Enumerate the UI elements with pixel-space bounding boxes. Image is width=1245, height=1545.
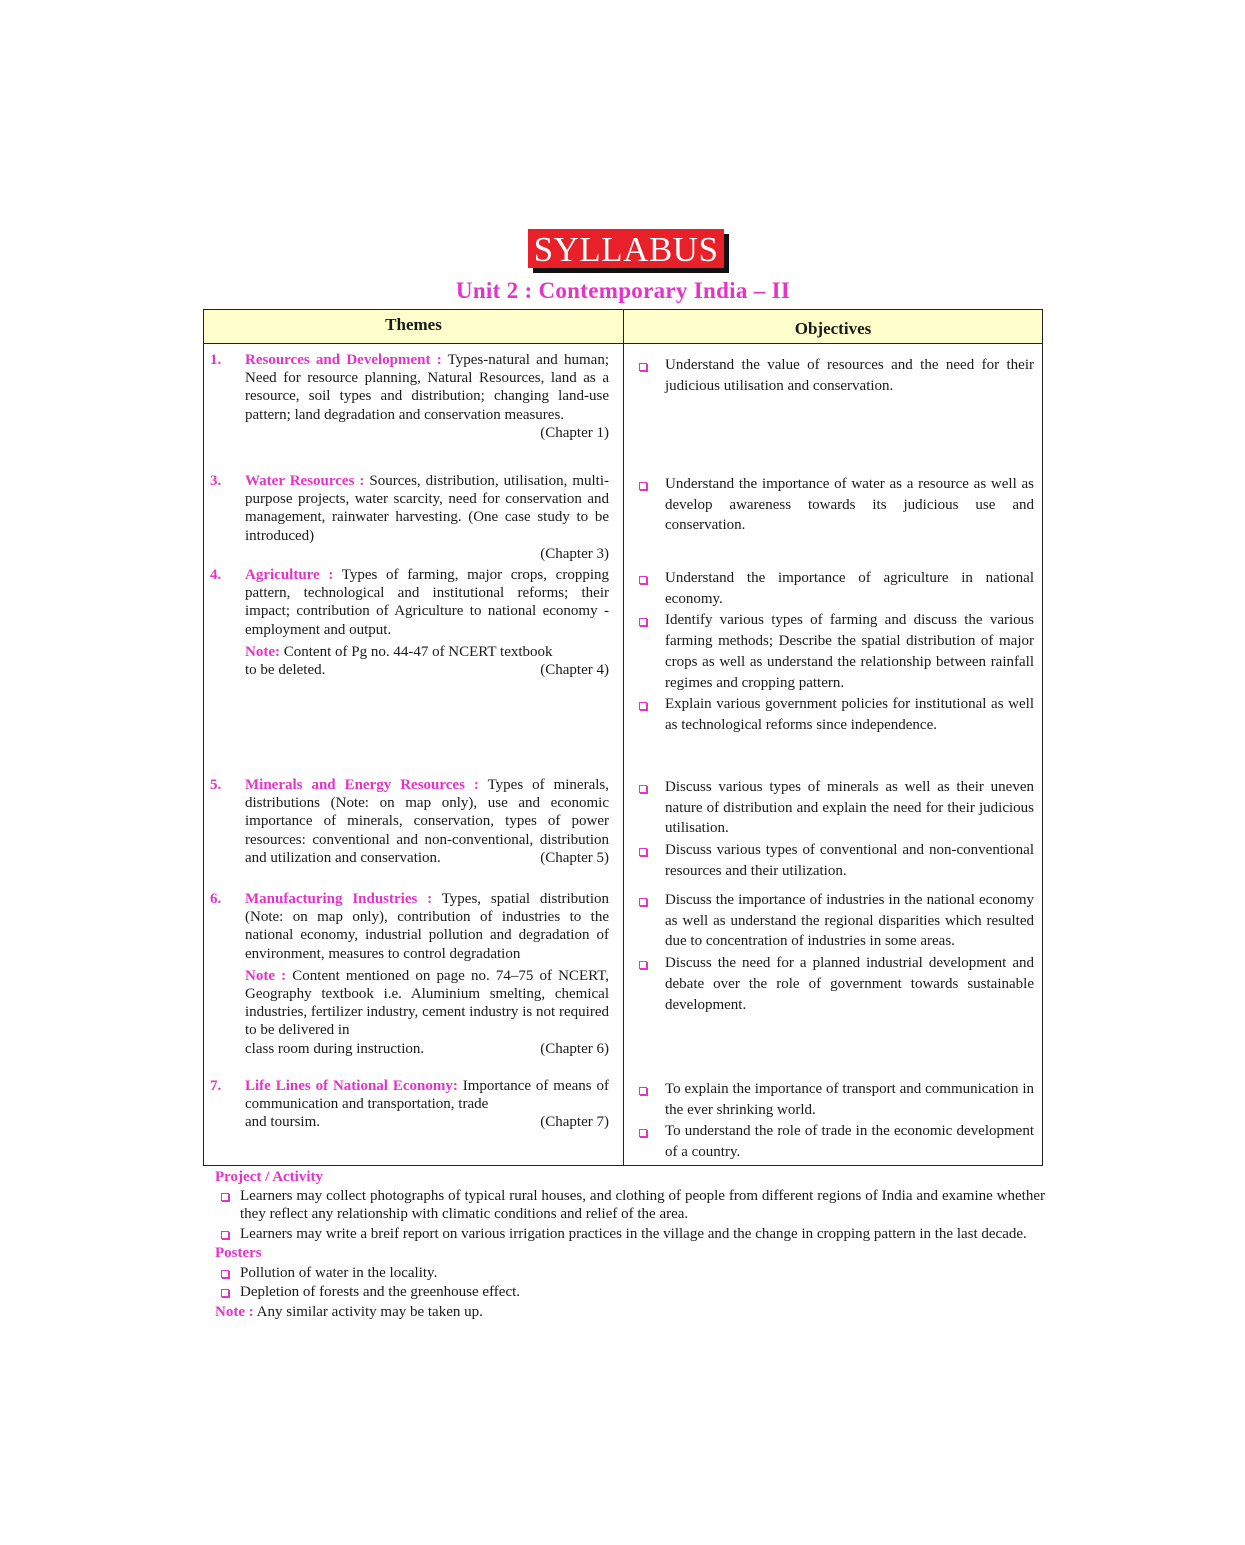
- project-item: Learners may write a breif report on various irrigation practices in the village and the change in cropping pattern in the last decade.: [215, 1225, 1045, 1244]
- theme-chapter: (Chapter 6): [540, 1040, 609, 1057]
- objectives-row-6: [638, 890, 1034, 1015]
- theme-text: Types of farming, major crops, cropping pattern, technological and institutional reforms; their impact; contribution of Agriculture to national economy - employment and output.: [245, 567, 610, 638]
- objective-item: To explain the importance of transport and communication in the ever shrinking world.: [638, 1079, 1034, 1120]
- final-note-label: Note :: [215, 1303, 254, 1320]
- objectives-header-label: Objectives: [794, 319, 872, 338]
- theme-row-5: [210, 776, 609, 867]
- theme-text: Types of minerals, distributions (Note: on map only), use and economic importance of minerals, conservation, types of power resources: conventional and non-conventional, distribution and utilization and conservation.: [245, 777, 609, 866]
- theme-chapter: (Chapter 1): [540, 424, 609, 441]
- checkbox-bullet-icon: [639, 961, 647, 969]
- checkbox-bullet-icon: [221, 1193, 229, 1201]
- theme-number: 5.: [210, 777, 222, 793]
- note-text: Content of Pg no. 44-47 of NCERT textbook: [283, 643, 553, 660]
- objective-item: Explain various government policies for institutional as well as technological reforms since independence.: [638, 694, 1034, 735]
- objective-item: Understand the importance of water as a resource as well as develop awareness towards its judicious use and conservation.: [638, 474, 1034, 536]
- objective-item: Discuss various types of minerals as well as their uneven nature of distribution and explain the need for their judicious utilisation.: [638, 777, 1034, 839]
- column-divider: [623, 310, 624, 1165]
- checkbox-bullet-icon: [639, 576, 647, 584]
- theme-chapter: (Chapter 4): [540, 662, 609, 679]
- objective-item: Identify various types of farming and discuss the various farming methods; Describe the spatial distribution of major crops as well as understand the relationship between rainfall regimes and cropping pattern.: [638, 610, 1034, 693]
- theme-tail: and toursim.: [245, 1114, 320, 1131]
- theme-title: Resources and Development :: [245, 352, 442, 368]
- note-tail: class room during instruction.: [245, 1040, 425, 1057]
- objective-item: Discuss the importance of industries in the national economy as well as understand the regional disparities which resulted due to concentration of industries in some areas.: [638, 890, 1034, 952]
- syllabus-banner: [528, 229, 731, 273]
- theme-row-7: [210, 1077, 609, 1132]
- objectives-row-1: [638, 355, 1034, 396]
- project-heading: Project / Activity: [215, 1169, 324, 1185]
- theme-chapter: (Chapter 5): [540, 849, 609, 866]
- objectives-header: [624, 310, 1042, 344]
- theme-title: Manufacturing Industries :: [245, 891, 433, 907]
- theme-row-6: [210, 890, 609, 1058]
- theme-note: [245, 643, 609, 679]
- note-tail: to be deleted.: [245, 662, 326, 679]
- objective-item: To understand the role of trade in the economic development of a country.: [638, 1121, 1034, 1162]
- checkbox-bullet-icon: [639, 363, 647, 371]
- objective-item: Discuss various types of conventional and non-conventional resources and their utilization.: [638, 840, 1034, 881]
- checkbox-bullet-icon: [639, 618, 647, 626]
- theme-title: Agriculture :: [245, 567, 334, 583]
- poster-item: Pollution of water in the locality.: [215, 1264, 1045, 1283]
- theme-number: 7.: [210, 1078, 222, 1094]
- poster-item: Depletion of forests and the greenhouse effect.: [215, 1283, 1045, 1302]
- note-label: Note :: [245, 967, 287, 984]
- objective-item: Understand the value of resources and the need for their judicious utilisation and conservation.: [638, 355, 1034, 396]
- checkbox-bullet-icon: [639, 848, 647, 856]
- final-note-text: Any similar activity may be taken up.: [256, 1303, 483, 1320]
- banner-title: SYLLABUS: [528, 229, 724, 268]
- checkbox-bullet-icon: [221, 1231, 229, 1239]
- theme-text: Importance of means of communication and transportation, trade: [245, 1078, 610, 1113]
- project-item: Learners may collect photographs of typical rural houses, and clothing of people from different regions of India and examine whether they reflect any relationship with climatic conditions and relief of the area.: [215, 1187, 1045, 1224]
- objectives-row-4: [638, 568, 1034, 736]
- note-label: Note:: [245, 643, 280, 660]
- checkbox-bullet-icon: [221, 1270, 229, 1278]
- objectives-row-5: [638, 777, 1034, 882]
- posters-heading: Posters: [215, 1245, 262, 1261]
- theme-row-3: [210, 472, 609, 563]
- checkbox-bullet-icon: [639, 702, 647, 710]
- unit-title: Unit 2 : Contemporary India – II: [455, 278, 791, 303]
- objective-item: Understand the importance of agriculture in national economy.: [638, 568, 1034, 609]
- theme-number: 3.: [210, 473, 222, 489]
- theme-chapter: (Chapter 3): [540, 545, 609, 562]
- syllabus-table: [203, 309, 1043, 1166]
- note-text: Content mentioned on page no. 74–75 of NCERT, Geography textbook i.e. Aluminium smelting, chemical industries, fertilizer industry, cement industry is not required to be delivered in: [245, 967, 610, 1039]
- checkbox-bullet-icon: [221, 1289, 229, 1297]
- theme-number: 4.: [210, 567, 222, 583]
- final-note: [215, 1303, 1045, 1322]
- theme-text: Sources, distribution, utilisation, multi-purpose projects, water scarcity, need for conservation and management, rainwater harvesting. (One case study to be introduced): [245, 473, 609, 544]
- theme-title: Minerals and Energy Resources :: [245, 777, 479, 793]
- checkbox-bullet-icon: [639, 482, 647, 490]
- theme-row-4: [210, 566, 609, 679]
- theme-note: [245, 967, 609, 1058]
- checkbox-bullet-icon: [639, 1129, 647, 1137]
- theme-row-1: [210, 351, 609, 442]
- checkbox-bullet-icon: [639, 898, 647, 906]
- theme-chapter: (Chapter 7): [540, 1114, 609, 1131]
- objectives-row-7: [638, 1079, 1034, 1163]
- theme-title: Water Resources :: [245, 473, 365, 489]
- theme-number: 1.: [210, 352, 222, 368]
- checkbox-bullet-icon: [639, 1087, 647, 1095]
- themes-header-label: Themes: [385, 315, 442, 334]
- checkbox-bullet-icon: [639, 785, 647, 793]
- theme-text: Types-natural and human; Need for resource planning, Natural Resources, land as a resource, soil types and distribution; changing land-use pattern; land degradation and conservation measures.: [245, 352, 609, 423]
- themes-header: [204, 310, 623, 344]
- objective-item: Discuss the need for a planned industrial development and debate over the role of government towards sustainable development.: [638, 953, 1034, 1015]
- activities-section: [215, 1168, 1045, 1321]
- theme-number: 6.: [210, 891, 222, 907]
- theme-text: Types, spatial distribution (Note: on map only), contribution of industries to the national economy, industrial pollution and degradation of environment, measures to control degradation: [245, 891, 609, 962]
- theme-title: Life Lines of National Economy:: [245, 1078, 458, 1094]
- objectives-row-3: [638, 474, 1034, 536]
